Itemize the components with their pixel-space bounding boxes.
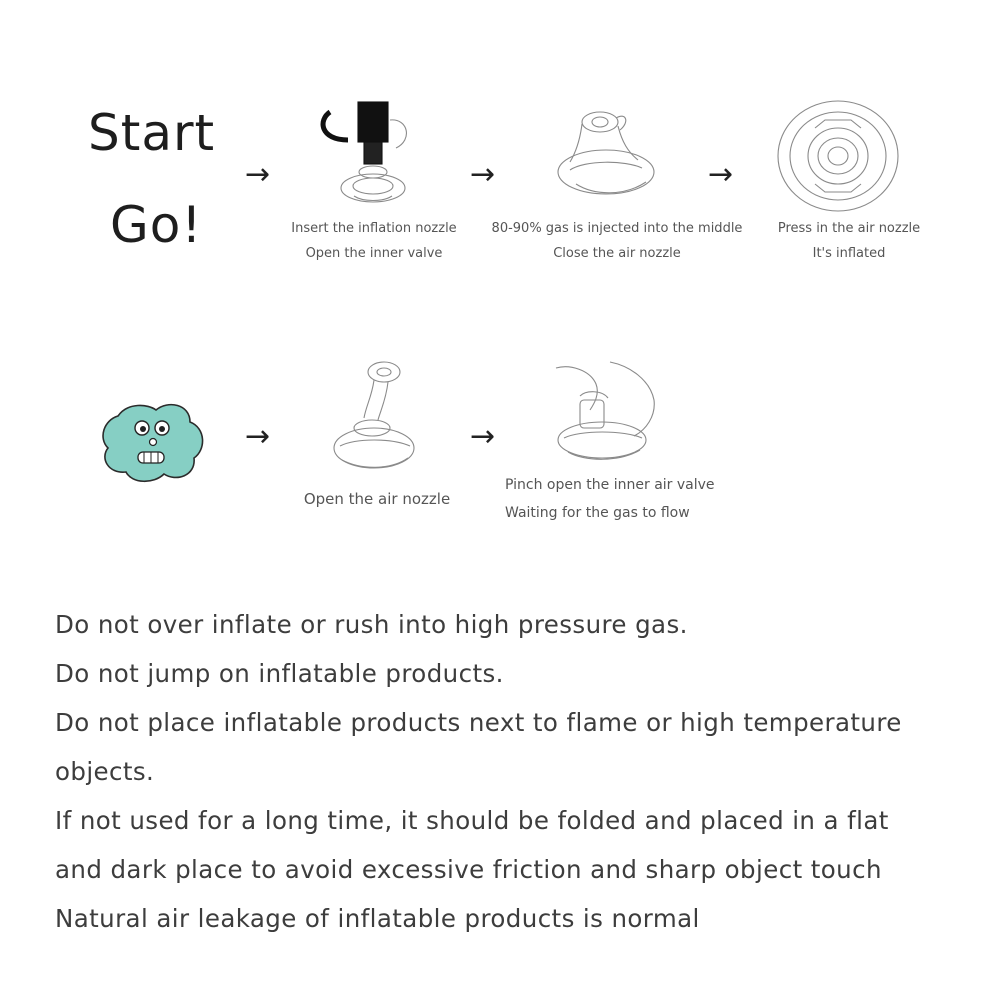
pinch-valve-illustration [550, 360, 665, 470]
step-3-line-2: It's inflated [812, 246, 886, 261]
cloud-mascot-icon [98, 398, 208, 484]
step-5-caption [505, 471, 765, 527]
arrow-icon: → [245, 419, 271, 454]
step-1-caption [274, 216, 474, 266]
step-5-line-2: Waiting for the gas to flow [505, 505, 690, 521]
note-line: Natural air leakage of inflatable products is normal [55, 904, 700, 933]
arrow-icon: → [245, 157, 271, 192]
usage-notes [55, 600, 975, 943]
start-label: Start [88, 104, 216, 162]
arrow-icon: → [470, 419, 496, 454]
go-label: Go! [110, 196, 203, 254]
step-2-line-1: 80-90% gas is injected into the middle [491, 221, 743, 236]
step-1-line-2: Open the inner valve [305, 246, 443, 261]
note-line: and dark place to avoid excessive friction and sharp object touch [55, 855, 882, 884]
inflation-nozzle-illustration [318, 100, 428, 210]
arrow-icon: → [708, 157, 734, 192]
air-nozzle-cone-illustration [550, 100, 665, 210]
step-3-caption [763, 216, 935, 266]
note-line: Do not over inflate or rush into high pressure gas. [55, 610, 688, 639]
arrow-icon: → [470, 157, 496, 192]
note-line: Do not jump on inflatable products. [55, 659, 504, 688]
valve-top-view-illustration [775, 98, 901, 214]
note-line: If not used for a long time, it should be folded and placed in a flat [55, 806, 889, 835]
note-line: objects. [55, 757, 155, 786]
step-4-caption: Open the air nozzle [303, 490, 451, 508]
step-1-line-1: Insert the inflation nozzle [291, 221, 457, 236]
step-2-caption [482, 216, 752, 266]
step-2-line-2: Close the air nozzle [553, 246, 681, 261]
open-air-nozzle-illustration [326, 356, 426, 476]
step-5-line-1: Pinch open the inner air valve [505, 477, 715, 493]
step-3-line-1: Press in the air nozzle [777, 221, 921, 236]
note-line: Do not place inflatable products next to flame or high temperature [55, 708, 902, 737]
